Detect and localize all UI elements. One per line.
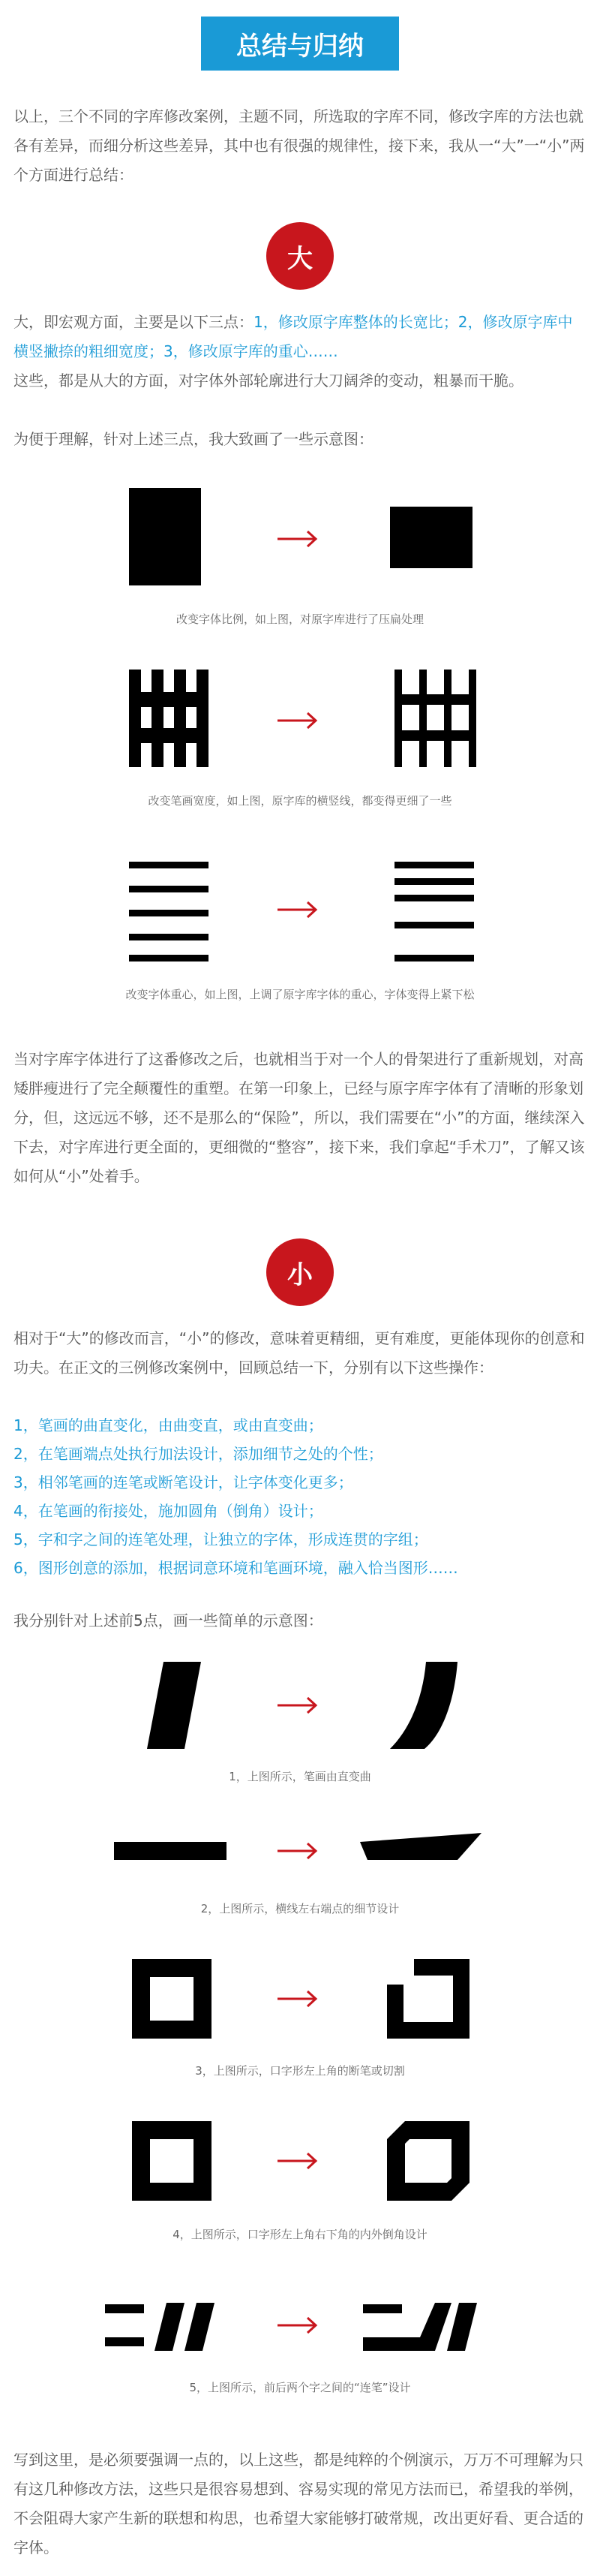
caption-ligature: 5，上图所示，前后两个字之间的“连笔”设计: [189, 2381, 411, 2394]
big-badge: 大: [266, 222, 334, 290]
figure-stroke-width: [0, 670, 600, 782]
figure-chamfer: [0, 2121, 600, 2204]
straight-stroke: [147, 1662, 201, 1749]
caption-endpoint: 2，上图所示，横线左右端点的细节设计: [200, 1902, 400, 1915]
caption-curve: 1，上图所示，笔画由直变曲: [229, 1770, 371, 1783]
figure-center-of-gravity: [0, 859, 600, 964]
list-item: 1，笔画的曲直变化，由曲变直，或由直变曲；: [14, 1416, 323, 1434]
intro-paragraph: 以上，三个不同的字库修改案例，主题不同，所选取的字库不同，修改字库的方法也就各有差异，而细分析这些差异，其中也有很强的规律性，接下来，我从一“大”一“小”两个方面进行总结：: [14, 107, 585, 184]
caption-proportion: 改变字体比例，如上图，对原字库进行了压扁处理: [176, 612, 424, 626]
list-item: 3，相邻笔画的连笔或断笔设计，让字体变化更多；: [14, 1473, 353, 1491]
curved-stroke: [390, 1662, 458, 1749]
plain-bar: [114, 1842, 226, 1860]
big-figures-intro: 为便于理解，针对上述三点，我大致画了一些示意图：: [14, 430, 374, 448]
arrow-icon: [278, 2318, 316, 2333]
list-item: 5，字和字之间的连笔处理，让独立的字体，形成连贯的字组；: [14, 1530, 428, 1548]
figure-proportion: [0, 488, 600, 600]
caption-stroke-width: 改变笔画宽度，如上图，原字库的横竖线，都变得更细了一些: [148, 794, 452, 808]
arrow-icon: [278, 2153, 316, 2168]
section-title: 总结与归纳: [201, 17, 399, 71]
detailed-bar: [360, 1833, 482, 1860]
list-item: 6，图形创意的添加，根据词意环境和笔画环境，融入恰当图形……: [14, 1559, 458, 1577]
small-badge: 小: [266, 1238, 334, 1306]
big-points: 1，修改原字库整体的长宽比；2，修改原字库中横竖撇捺的粗细宽度；3，修改原字库的重心……: [14, 313, 573, 360]
list-item: 2，在笔画端点处执行加法设计，添加细节之处的个性；: [14, 1445, 383, 1463]
raised-lines: [394, 862, 474, 961]
arrow-icon: [278, 1698, 316, 1713]
chamfered-square-shape: [387, 2121, 470, 2201]
even-lines: [129, 862, 208, 961]
arrow-icon: [278, 713, 316, 728]
figure-ligature: [0, 2298, 600, 2358]
big-paragraph: [14, 308, 586, 396]
squashed-block: [390, 507, 472, 568]
separate-glyphs: [105, 2303, 214, 2351]
big-summary: 当对字库字体进行了这番修改之后，也就相当于对一个人的骨架进行了重新规划，对高矮胖瘦进行了完全颠覆性的重塑。在第一印象上，已经与原字库字体有了清晰的形象划分，但，这远远不够，还不是那么的“保险”，所以，我们需要在“小”的方面，继续深入下去，对字库进行更全面的，更细微的“整容”，接下来，我们拿起“手术刀”，了解又该如何从“小”处着手。: [14, 1050, 585, 1185]
big-tail: 这些，都是从大的方面，对字体外部轮廓进行大刀阔斧的变动，粗暴而干脆。: [14, 372, 524, 390]
small-intro: 相对于“大”的修改而言，“小”的修改，意味着更精细，更有难度，更能体现你的创意和功夫。在正文的三例修改案例中，回顾总结一下，分别有以下这些操作：: [14, 1329, 585, 1377]
broken-square-shape: [387, 1959, 470, 2039]
arrow-icon: [278, 531, 316, 546]
figure-broken-corner: [0, 1959, 600, 2042]
thick-strokes: [129, 670, 208, 767]
small-figures-intro: 我分别针对上述前5点，画一些简单的示意图：: [14, 1612, 323, 1630]
figure-curve: [0, 1662, 600, 1755]
square-shape: [132, 1959, 212, 2039]
big-lead: 大，即宏观方面，主要是以下三点：: [14, 313, 254, 331]
thin-strokes: [394, 670, 476, 767]
closing-paragraph: 写到这里，是必须要强调一点的，以上这些，都是纯粹的个例演示，万万不可理解为只有这几种修改方法，这些只是很容易想到、容易实现的常见方法而已，希望我的举例，不会阻碍大家产生新的联想和构思，也希望大家能够打破常规，改出更好看、更合适的字体。: [14, 2451, 584, 2556]
list-item: 4，在笔画的衔接处，施加圆角（倒角）设计；: [14, 1502, 323, 1520]
connected-glyphs: [363, 2303, 477, 2351]
figure-endpoint: [0, 1831, 600, 1876]
arrow-icon: [278, 1843, 316, 1858]
tall-block: [129, 488, 201, 585]
arrow-icon: [278, 1991, 316, 2006]
arrow-icon: [278, 902, 316, 917]
caption-chamfer: 4，上图所示，口字形左上角右下角的内外倒角设计: [172, 2228, 428, 2241]
square-shape: [132, 2121, 212, 2201]
caption-center-of-gravity: 改变字体重心，如上图，上调了原字库字体的重心，字体变得上紧下松: [125, 988, 475, 1001]
caption-broken-corner: 3，上图所示，口字形左上角的断笔或切割: [195, 2064, 405, 2078]
